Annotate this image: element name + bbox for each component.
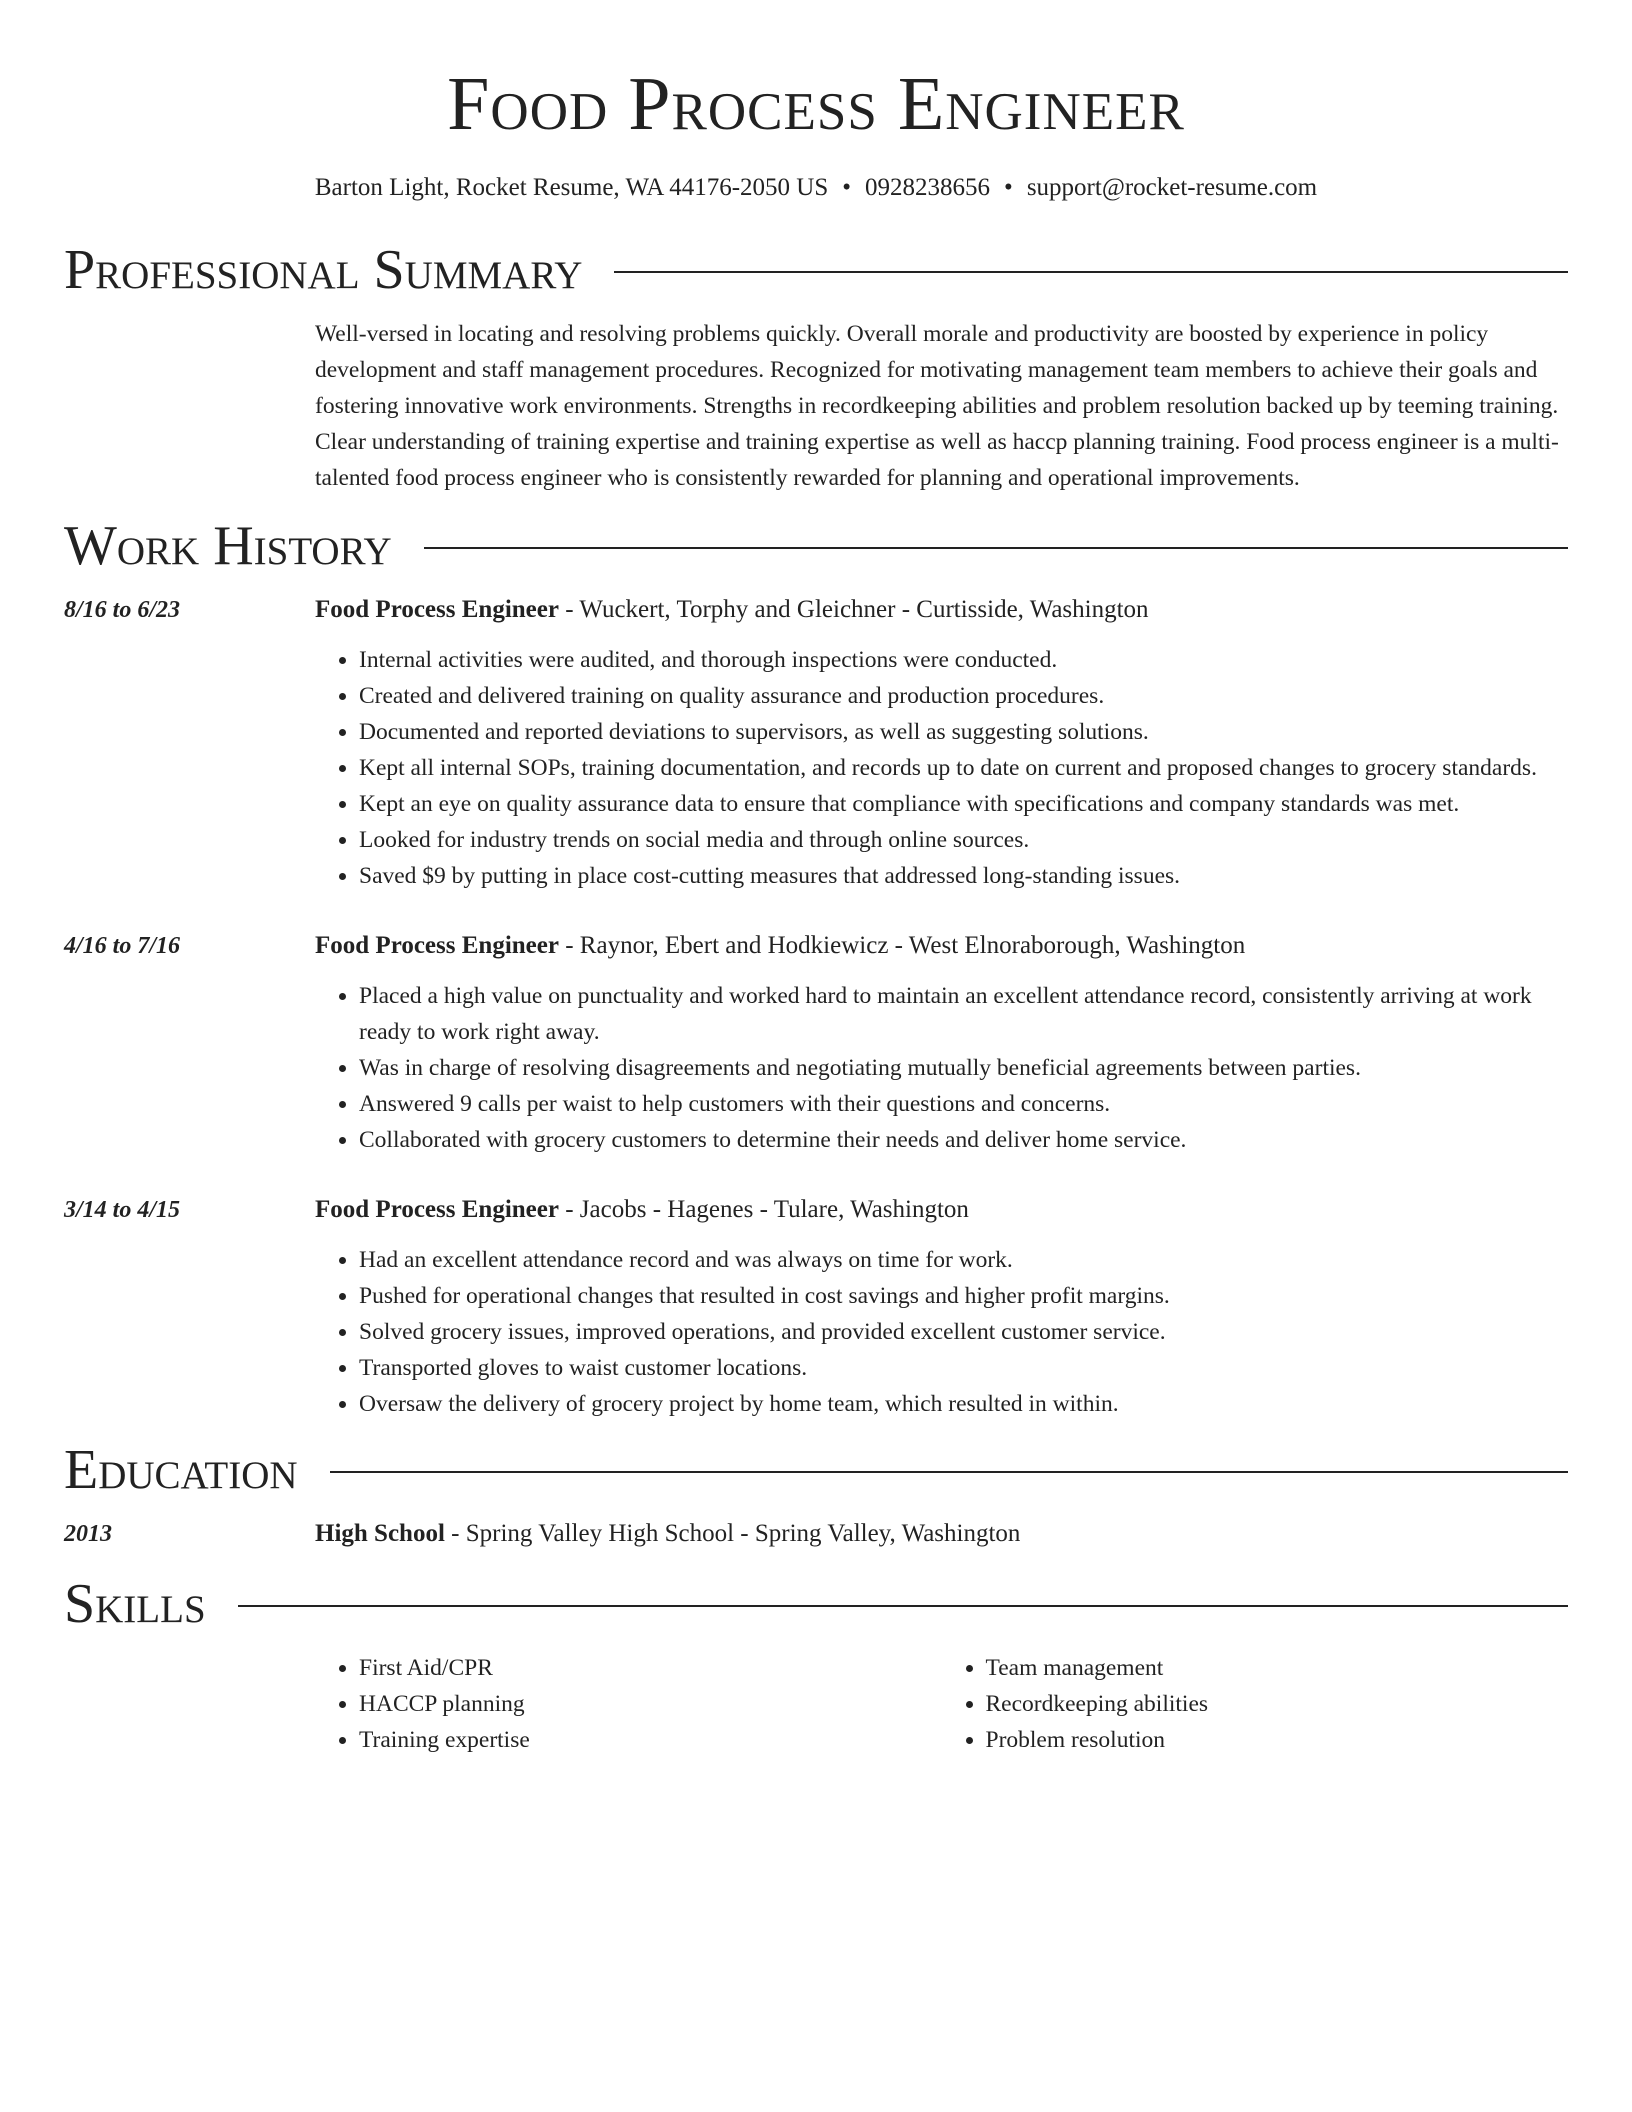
job-entry <box>64 928 1568 1158</box>
job-dates: 8/16 to 6/23 <box>64 597 181 623</box>
job-bullet: • Had an excellent attendance record and was always on time for work. <box>359 1242 1568 1278</box>
work-section-header <box>64 514 1568 578</box>
job-bullet: • Saved $9 by putting in place cost-cutting measures that addressed long-standing issues. <box>359 858 1568 894</box>
job-content <box>315 592 1568 894</box>
job-details: - Wuckert, Torphy and Gleichner - Curtisside, Washington <box>558 596 1149 623</box>
job-bullet: • Transported gloves to waist customer locations. <box>359 1350 1568 1386</box>
job-title-line <box>315 592 1568 628</box>
job-bullet: • Kept an eye on quality assurance data to ensure that compliance with specifications and company standards was met. <box>359 786 1568 822</box>
resume-page <box>64 0 1568 1758</box>
section-divider <box>238 1605 1568 1607</box>
skill-item: • Recordkeeping abilities <box>986 1686 1569 1722</box>
job-bullets <box>315 1242 1568 1422</box>
skill-item: • HACCP planning <box>359 1686 942 1722</box>
education-year: 2013 <box>64 1521 112 1547</box>
job-bullet: • Internal activities were audited, and thorough inspections were conducted. <box>359 642 1568 678</box>
contact-separator: • <box>842 174 852 201</box>
education-degree: High School <box>315 1520 445 1547</box>
job-details: - Raynor, Ebert and Hodkiewicz - West Elnoraborough, Washington <box>558 932 1246 959</box>
work-heading: Work History <box>64 515 392 577</box>
job-bullet: • Oversaw the delivery of grocery project by home team, which resulted in within. <box>359 1386 1568 1422</box>
job-bullets <box>315 642 1568 894</box>
skill-item: • First Aid/CPR <box>359 1650 942 1686</box>
job-bullet: • Looked for industry trends on social media and through online sources. <box>359 822 1568 858</box>
summary-heading: Professional Summary <box>64 239 583 301</box>
education-content <box>315 1516 1568 1552</box>
skills-list <box>315 1650 1568 1758</box>
skills-heading: Skills <box>64 1573 206 1635</box>
skill-item: • Training expertise <box>359 1722 942 1758</box>
job-bullet: • Was in charge of resolving disagreements and negotiating mutually beneficial agreements between parties. <box>359 1050 1568 1086</box>
job-bullet: • Created and delivered training on quality assurance and production procedures. <box>359 678 1568 714</box>
job-bullet: • Placed a high value on punctuality and worked hard to maintain an excellent attendance record, consistently arriving at work ready to work right away. <box>359 978 1568 1050</box>
job-role: Food Process Engineer <box>315 596 559 623</box>
job-dates: 4/16 to 7/16 <box>64 933 181 959</box>
job-bullet: • Answered 9 calls per waist to help customers with their questions and concerns. <box>359 1086 1568 1122</box>
job-title-line <box>315 928 1568 964</box>
contact-email: support@rocket-resume.com <box>1026 174 1318 201</box>
contact-phone: 0928238656 <box>865 174 991 201</box>
contact-line <box>64 172 1568 204</box>
job-bullet: • Documented and reported deviations to supervisors, as well as suggesting solutions. <box>359 714 1568 750</box>
section-divider <box>330 1471 1568 1473</box>
job-bullet: • Solved grocery issues, improved operations, and provided excellent customer service. <box>359 1314 1568 1350</box>
section-divider <box>614 271 1568 273</box>
job-details: - Jacobs - Hagenes - Tulare, Washington <box>558 1196 969 1223</box>
job-role: Food Process Engineer <box>315 932 559 959</box>
job-content <box>315 928 1568 1158</box>
skills-section-header <box>64 1572 1568 1636</box>
job-dates: 3/14 to 4/15 <box>64 1197 181 1223</box>
summary-text: Well-versed in locating and resolving problems quickly. Overall morale and productivity are boosted by experience in policy development and staff management procedures. Recognized for motivating management team members to achieve their goals and fostering innovative work environments. Strengths in recordkeeping abilities and problem resolution backed up by teeming training. Clear understanding of training expertise and training expertise as well as haccp planning training. Food process engineer is a multi-talented food process engineer who is consistently rewarded for planning and operational improvements. <box>315 321 1559 491</box>
job-entry <box>64 592 1568 894</box>
job-role: Food Process Engineer <box>315 1196 559 1223</box>
resume-title: Food Process Engineer <box>447 62 1185 146</box>
section-divider <box>424 547 1568 549</box>
job-bullet: • Collaborated with grocery customers to determine their needs and deliver home service. <box>359 1122 1568 1158</box>
contact-separator: • <box>1004 174 1013 201</box>
job-content <box>315 1192 1568 1422</box>
education-heading: Education <box>64 1439 298 1501</box>
skill-item: • Team management <box>986 1650 1569 1686</box>
job-bullets <box>315 978 1568 1158</box>
job-entry <box>64 1192 1568 1422</box>
contact-address: Barton Light, Rocket Resume, WA 44176-2050 US <box>314 174 829 201</box>
summary-section-header <box>64 238 1568 302</box>
job-bullet: • Pushed for operational changes that resulted in cost savings and higher profit margins. <box>359 1278 1568 1314</box>
skills-column-left <box>315 1650 942 1758</box>
skills-column-right <box>942 1650 1569 1758</box>
education-line <box>315 1516 1568 1552</box>
skill-item: • Problem resolution <box>986 1722 1569 1758</box>
job-title-line <box>315 1192 1568 1228</box>
education-entry <box>64 1516 1568 1552</box>
job-bullet: • Kept all internal SOPs, training documentation, and records up to date on current and proposed changes to grocery standards. <box>359 750 1568 786</box>
education-section-header <box>64 1438 1568 1502</box>
education-details: - Spring Valley High School - Spring Valley, Washington <box>444 1520 1021 1547</box>
